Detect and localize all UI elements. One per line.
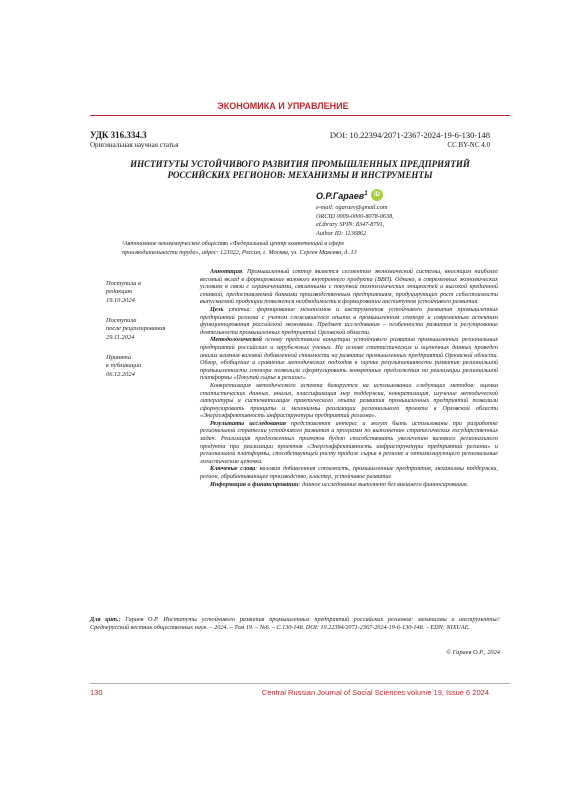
journal-name: Central Russian Journal of Social Sciences volume 19, Issue 6 2024: [261, 688, 489, 697]
keywords-paragraph: [200, 465, 498, 480]
received-label-2: редакцию: [106, 288, 133, 296]
author-name-text: О.Р.Гараев: [316, 191, 365, 201]
received-date: [106, 280, 186, 305]
affiliation: [122, 240, 462, 257]
results-paragraph: [200, 420, 498, 466]
goal-paragraph: [200, 306, 498, 336]
author-affil-mark: 1: [364, 191, 368, 197]
abstract: [200, 268, 498, 488]
revised-label-1: Поступила: [106, 317, 137, 324]
keywords-text: : валовая добавленная стоимость, промышленные предприятия, механизмы поддержки, регион, обрабатывающее производство, кластер, устойчивое развитие: [200, 465, 498, 481]
title-line-1: ИНСТИТУТЫ УСТОЙЧИВОГО РАЗВИТИЯ ПРОМЫШЛЕННЫХ ПРЕДПРИЯТИЙ: [130, 159, 470, 169]
author-name: [316, 191, 368, 201]
accepted-value: 06.12.2024: [106, 370, 135, 378]
annotation-paragraph: [200, 268, 498, 306]
goal-text: статьи: формирование механизмов и инструментов устойчивого развития промышленных предприятий региона с учетом сложившегося опыта в промышленном секторе и современным аспектам функционирования российской экономики. Предмет исследования – особенности развития и регулирование деятельности промышленных предприятий Орловской области.: [200, 305, 498, 336]
citation: [90, 616, 500, 633]
page-number: 130: [90, 688, 103, 697]
section-title: ЭКОНОМИКА И УПРАВЛЕНИЕ: [217, 101, 349, 111]
goal-label: Цель: [210, 305, 224, 313]
received-label-1: Поступила в: [106, 280, 141, 287]
accepted-label-2: к публикации: [106, 362, 142, 370]
doi[interactable]: DOI: 10.22394/2071-2367-2024-19-6-130-148: [329, 130, 490, 140]
udc-code: УДК 316.334.3: [90, 130, 147, 140]
author-contacts: [316, 204, 394, 238]
header-divider: [90, 115, 510, 116]
funding-paragraph: [200, 481, 498, 489]
funding-label: Информация о финансировании: [210, 480, 299, 488]
author-orcid: ORCID 0009-0000-8078-0638,: [316, 212, 394, 220]
license[interactable]: CC BY-NC 4.0: [447, 141, 490, 149]
affiliation-line-1: ¹Автономное некоммерческое общество «Федеральный центр компетенций в сфере: [122, 240, 345, 247]
accepted-date: [106, 354, 186, 379]
affiliation-line-2: производительности труда», адрес: 123022, Россия, г. Москва, ул. Сергея Макеева, д. 13: [122, 248, 357, 256]
method-paragraph: [200, 336, 498, 382]
copyright: © Гараев О.Р., 2024: [446, 649, 500, 656]
method-label: Методологической: [210, 336, 262, 344]
author-email[interactable]: e-mail: ogaraev@gmail.com: [316, 204, 388, 211]
revised-date: [106, 317, 186, 342]
author-id: Author ID: 1136862: [316, 229, 367, 237]
title-line-2: РОССИЙСКИХ РЕГИОНОВ: МЕХАНИЗМЫ И ИНСТРУМЕНТЫ: [167, 170, 433, 180]
article-title: [90, 159, 510, 181]
method-text: основу представили концепции устойчивого развития промышленных региональных предприятий российских и зарубежных ученых. На основе статистических и оценочных данных проведен анализ влияния валовой добавленной стоимости на развитие промышленных предприятий Орловской области. Обзор, обобщение и сравнение методических подходов к оценке результативности развития региональной промышленности сектора позволили сформулировать конкретные предложения по реализации региональной платформы «Покупай сырье в регионе».: [200, 336, 498, 382]
annotation-text: . Промышленный сектор является сегментом экономической системы, вносящим наиболее весомый вклад в формирование валового внутреннего продукта (ВВП). Однако, в современных экономических условиях в связи с ограничениями, связанными с покупкой технологических мощностей и высокой кредитной ставкой, предоставляемой банками производственным предприятиям, продуцирующих рост себестоимости выпускаемой продукции появляется необходимость в формировании институтов устойчивого развития.: [200, 268, 498, 306]
citation-label: Для цит.:: [90, 616, 121, 623]
revised-label-2: после рецензирования: [106, 325, 166, 333]
footer-divider: [90, 683, 510, 684]
annotation-label: Аннотация: [210, 268, 243, 275]
accepted-label-1: Принята: [106, 354, 132, 361]
received-value: 19.10.2024: [106, 296, 135, 304]
results-text: представляют интерес и могут быть использованы при разработке региональной стратегии устойчивого развития и программ по выполнению стратегических государственных задач. Реализация предложенных проектов будет способствовать увеличению валового регионального продукта при реализации проектов «Энергоэффективность инфраструктуры предприятий региона» и региональной платформы, способствующей росту продаж сырья в регионе и оптимизирующего региональные логистические цепочки.: [200, 419, 499, 465]
citation-text: Гараев О.Р. Институты устойчивого развития промышленных предприятий российских регионов: механизмы и инструменты// Среднерусский вестник общественных наук. – 2024. – Том 19. – №6. – С.130-148. DOI: 10.22394/2071-2367-2024-19-6-130-148. – EDN: NIXUAE.: [90, 616, 500, 632]
funding-text: : данное исследование выполнено без внешнего финансирования.: [298, 480, 469, 488]
results-label: Результаты исследования: [210, 419, 286, 427]
article-type: Оригинальная научная статья: [90, 141, 179, 149]
orcid-icon[interactable]: iD: [371, 189, 383, 201]
revised-value: 29.11.2024: [106, 333, 135, 341]
author-elibrary: eLibrary SPIN: 8347-8791,: [316, 221, 385, 229]
concretization-paragraph: Конкретизация методического аспекта базируется на использовании следующих методов: оценка статистических данных, анализ, классификация мер поддержки, конкретизация, изучение методической литературы и систематизация практического опыта развития промышленных предприятий позволили сформулировать принципы и механизмы реализации регионального проекта в Орловской области «Энергоэффективность инфраструктуры предприятий региона».: [200, 381, 498, 420]
keywords-label: Ключевые слова: [210, 465, 256, 473]
